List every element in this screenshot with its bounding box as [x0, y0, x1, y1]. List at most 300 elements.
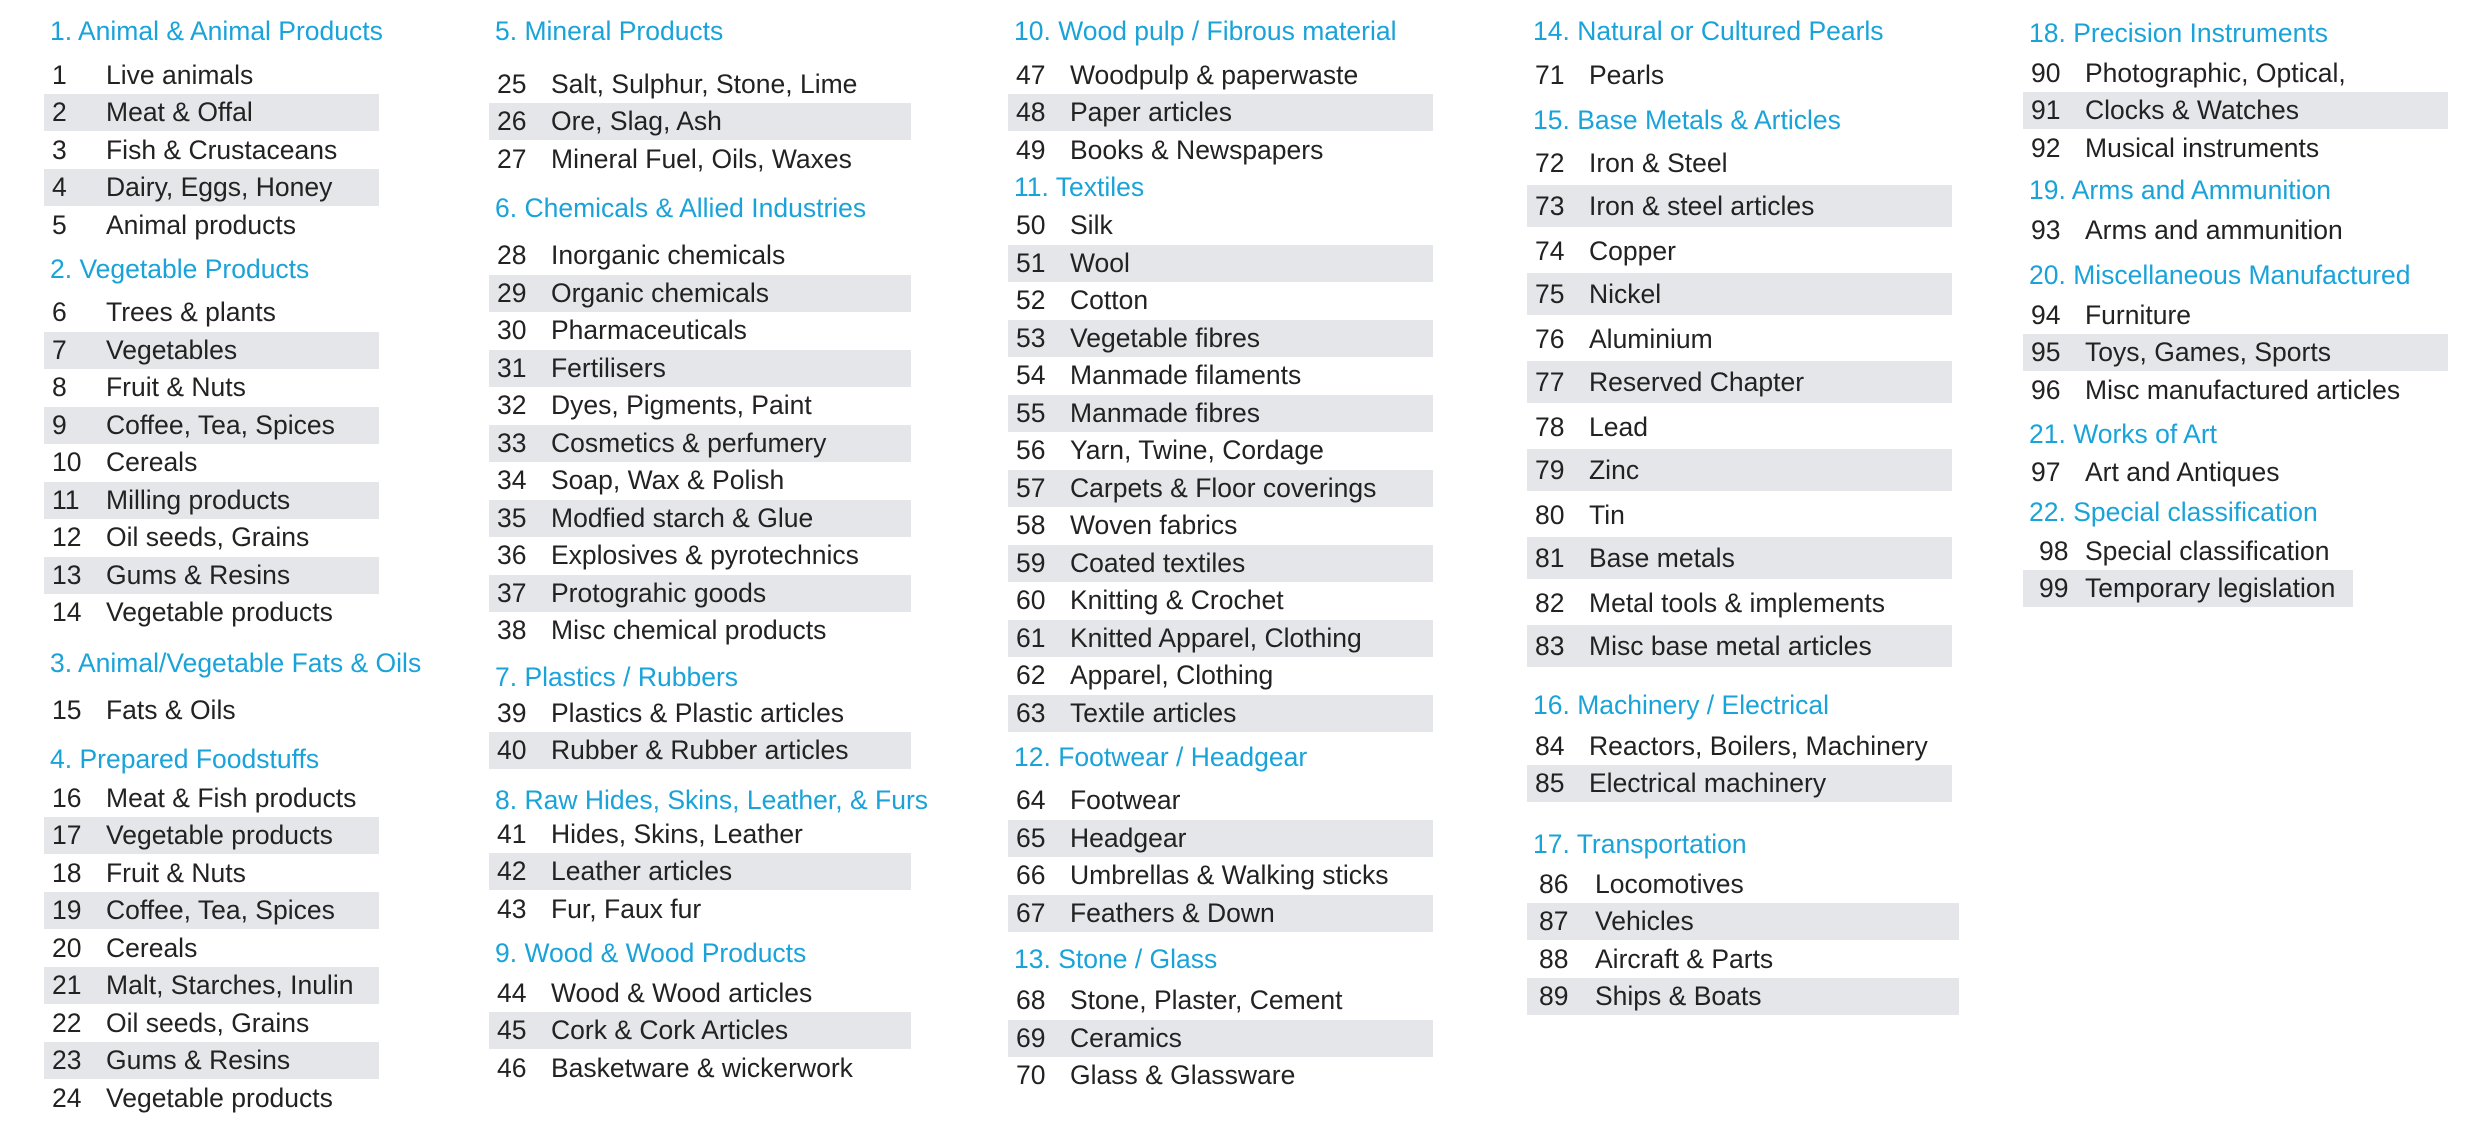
chapter-row	[2023, 55, 2448, 92]
chapter-label: Ships & Boats	[1595, 981, 1762, 1011]
chapter-number: 81	[1535, 543, 1565, 573]
chapter-number: 20	[52, 933, 82, 963]
chapter-row	[2023, 372, 2448, 409]
chapter-number: 52	[1016, 285, 1046, 315]
chapter-number: 26	[497, 106, 527, 136]
section-title: 19. Arms and Ammunition	[2029, 175, 2331, 205]
chapter-label: Glass & Glassware	[1070, 1060, 1296, 1090]
chapter-number: 25	[497, 69, 527, 99]
chapter-label: Photographic, Optical,	[2085, 58, 2346, 88]
chapter-row	[489, 816, 911, 853]
chapter-label: Reactors, Boilers, Machinery	[1589, 731, 1928, 761]
chapter-label: Furniture	[2085, 300, 2192, 330]
chapter-number: 77	[1535, 367, 1565, 397]
section-title: 18. Precision Instruments	[2029, 18, 2328, 48]
chapter-row	[44, 594, 379, 631]
chapter-number: 21	[52, 970, 82, 1000]
chapter-label: Tin	[1589, 500, 1625, 530]
chapter-row	[1008, 507, 1433, 544]
chapter-row	[1527, 497, 1952, 534]
chapter-label: Coated textiles	[1070, 548, 1246, 578]
chapter-number: 54	[1016, 360, 1046, 390]
chapter-label: Books & Newspapers	[1070, 135, 1324, 165]
chapter-label: Dyes, Pigments, Paint	[551, 390, 812, 420]
chapter-number: 68	[1016, 985, 1046, 1015]
chapter-number: 3	[52, 135, 67, 165]
chapter-label: Zinc	[1589, 455, 1640, 485]
chapter-number: 8	[52, 372, 67, 402]
chapter-label: Milling products	[106, 485, 291, 515]
chapter-row	[2023, 212, 2448, 249]
chapter-label: Modfied starch & Glue	[551, 503, 814, 533]
chapter-label: Protograhic goods	[551, 578, 767, 608]
chapter-label: Carpets & Floor coverings	[1070, 473, 1377, 503]
chapter-label: Arms and ammunition	[2085, 215, 2343, 245]
chapter-number: 17	[52, 820, 82, 850]
chapter-row	[1008, 620, 1433, 657]
chapter-label: Art and Antiques	[2085, 457, 2280, 487]
chapter-label: Clocks & Watches	[2085, 95, 2300, 125]
chapter-row	[1008, 782, 1433, 819]
chapter-label: Footwear	[1070, 785, 1181, 815]
chapter-number: 90	[2031, 58, 2061, 88]
chapter-label: Mineral Fuel, Oils, Waxes	[551, 144, 852, 174]
chapter-label: Plastics & Plastic articles	[551, 698, 845, 728]
chapter-row	[489, 275, 911, 312]
chapter-number: 28	[497, 240, 527, 270]
chapter-row	[2023, 297, 2448, 334]
chapter-number: 65	[1016, 823, 1046, 853]
chapter-label: Lead	[1589, 412, 1648, 442]
chapter-number: 18	[52, 858, 82, 888]
chapter-row	[1527, 903, 1959, 940]
chapter-number: 44	[497, 978, 527, 1008]
chapter-row	[1008, 657, 1433, 694]
chapter-row	[44, 855, 379, 892]
chapter-number: 85	[1535, 768, 1565, 798]
chapter-label: Fruit & Nuts	[106, 858, 246, 888]
chapter-row	[1008, 895, 1433, 932]
chapter-row	[1008, 857, 1433, 894]
chapter-label: Temporary legislation	[2085, 573, 2336, 603]
chapter-row	[44, 1042, 379, 1079]
chapter-number: 40	[497, 735, 527, 765]
chapter-label: Vegetable products	[106, 1083, 333, 1113]
chapter-row	[44, 692, 379, 729]
section-title: 17. Transportation	[1533, 829, 1747, 859]
chapter-label: Knitted Apparel, Clothing	[1070, 623, 1362, 653]
chapter-number: 48	[1016, 97, 1046, 127]
chapter-label: Misc chemical products	[551, 615, 827, 645]
chapter-row	[1008, 132, 1433, 169]
section-title: 12. Footwear / Headgear	[1014, 742, 1308, 772]
chapter-number: 53	[1016, 323, 1046, 353]
chapter-number: 75	[1535, 279, 1565, 309]
section-title: 6. Chemicals & Allied Industries	[495, 193, 867, 223]
chapter-row	[1008, 207, 1433, 244]
chapter-label: Hides, Skins, Leather	[551, 819, 803, 849]
chapter-row	[44, 1005, 379, 1042]
chapter-label: Reserved Chapter	[1589, 367, 1805, 397]
chapter-number: 30	[497, 315, 527, 345]
chapter-row	[1527, 625, 1952, 667]
chapter-number: 62	[1016, 660, 1046, 690]
chapter-number: 2	[52, 97, 67, 127]
chapter-label: Fish & Crustaceans	[106, 135, 338, 165]
chapter-number: 42	[497, 856, 527, 886]
chapter-number: 71	[1535, 60, 1565, 90]
chapter-label: Aluminium	[1589, 324, 1713, 354]
chapter-number: 49	[1016, 135, 1046, 165]
chapter-label: Metal tools & implements	[1589, 588, 1886, 618]
chapter-number: 78	[1535, 412, 1565, 442]
chapter-row	[1008, 695, 1433, 732]
chapter-number: 70	[1016, 1060, 1046, 1090]
chapter-number: 38	[497, 615, 527, 645]
section-title: 1. Animal & Animal Products	[50, 16, 383, 46]
chapter-label: Pearls	[1589, 60, 1665, 90]
chapter-row	[489, 462, 911, 499]
chapter-row	[44, 817, 379, 854]
chapter-row	[1527, 185, 1952, 227]
chapter-row	[489, 1050, 911, 1087]
chapter-number: 79	[1535, 455, 1565, 485]
chapter-row	[489, 500, 911, 537]
chapter-row	[489, 975, 911, 1012]
chapter-number: 96	[2031, 375, 2061, 405]
chapter-label: Manmade filaments	[1070, 360, 1302, 390]
chapter-row	[489, 695, 911, 732]
chapter-number: 9	[52, 410, 67, 440]
chapter-number: 92	[2031, 133, 2061, 163]
chapter-label: Salt, Sulphur, Stone, Lime	[551, 69, 858, 99]
chapter-label: Base metals	[1589, 543, 1735, 573]
chapter-label: Knitting & Crochet	[1070, 585, 1284, 615]
chapter-label: Cosmetics & perfumery	[551, 428, 827, 458]
chapter-number: 67	[1016, 898, 1046, 928]
chapter-label: Oil seeds, Grains	[106, 1008, 310, 1038]
chapter-number: 31	[497, 353, 527, 383]
chapter-row	[2023, 130, 2448, 167]
chapter-label: Gums & Resins	[106, 560, 291, 590]
chapter-number: 87	[1539, 906, 1569, 936]
section-title: 7. Plastics / Rubbers	[495, 662, 739, 692]
chapter-label: Vegetable fibres	[1070, 323, 1261, 353]
chapter-row	[44, 207, 379, 244]
chapter-number: 89	[1539, 981, 1569, 1011]
chapter-number: 29	[497, 278, 527, 308]
chapter-label: Wood & Wood articles	[551, 978, 813, 1008]
chapter-row	[1008, 245, 1433, 282]
chapter-row	[44, 332, 379, 369]
chapter-row	[489, 350, 911, 387]
chapter-row	[1008, 320, 1433, 357]
chapter-number: 99	[2039, 573, 2069, 603]
chapter-label: Woodpulp & paperwaste	[1070, 60, 1359, 90]
chapter-label: Cotton	[1070, 285, 1149, 315]
chapter-number: 45	[497, 1015, 527, 1045]
chapter-number: 51	[1016, 248, 1046, 278]
chapter-label: Vegetable products	[106, 820, 333, 850]
section-title: 8. Raw Hides, Skins, Leather, & Furs	[495, 785, 929, 815]
chapter-row	[44, 892, 379, 929]
chapter-number: 80	[1535, 500, 1565, 530]
chapter-number: 69	[1016, 1023, 1046, 1053]
chapter-number: 1	[52, 60, 67, 90]
chapter-row	[1527, 145, 1952, 182]
chapter-label: Explosives & pyrotechnics	[551, 540, 859, 570]
chapter-row	[489, 612, 911, 649]
chapter-label: Live animals	[106, 60, 254, 90]
chapter-label: Ore, Slag, Ash	[551, 106, 722, 136]
chapter-row	[44, 967, 379, 1004]
chapter-label: Locomotives	[1595, 869, 1744, 899]
chapter-number: 73	[1535, 191, 1565, 221]
section-title: 15. Base Metals & Articles	[1533, 105, 1841, 135]
chapter-number: 74	[1535, 236, 1565, 266]
chapter-number: 63	[1016, 698, 1046, 728]
chapter-label: Animal products	[106, 210, 297, 240]
chapter-label: Cereals	[106, 447, 198, 477]
chapter-label: Coffee, Tea, Spices	[106, 895, 335, 925]
chapter-row	[1008, 57, 1433, 94]
section-title: 5. Mineral Products	[495, 16, 724, 46]
chapter-row	[489, 237, 911, 274]
chapter-number: 86	[1539, 869, 1569, 899]
chapter-row	[44, 57, 379, 94]
chapter-row	[44, 1080, 379, 1117]
chapter-row	[489, 1012, 911, 1049]
chapter-row	[1527, 537, 1952, 579]
chapter-row	[489, 312, 911, 349]
chapter-label: Ceramics	[1070, 1023, 1182, 1053]
chapter-number: 61	[1016, 623, 1046, 653]
chapter-row	[489, 732, 911, 769]
chapter-label: Trees & plants	[106, 297, 276, 327]
chapter-row	[2023, 334, 2448, 371]
chapter-row	[44, 369, 379, 406]
chapter-label: Misc manufactured articles	[2085, 375, 2401, 405]
chapter-row	[1008, 282, 1433, 319]
chapter-number: 76	[1535, 324, 1565, 354]
section-title: 10. Wood pulp / Fibrous material	[1014, 16, 1397, 46]
chapter-label: Wool	[1070, 248, 1130, 278]
chapter-number: 33	[497, 428, 527, 458]
chapter-row	[1527, 361, 1952, 403]
chapter-label: Manmade fibres	[1070, 398, 1261, 428]
chapter-number: 15	[52, 695, 82, 725]
chapter-row	[44, 930, 379, 967]
chapter-number: 19	[52, 895, 82, 925]
chapter-label: Feathers & Down	[1070, 898, 1275, 928]
chapter-number: 10	[52, 447, 82, 477]
chapter-label: Cork & Cork Articles	[551, 1015, 789, 1045]
chapter-label: Copper	[1589, 236, 1676, 266]
chapter-label: Umbrellas & Walking sticks	[1070, 860, 1389, 890]
chapter-label: Vegetable products	[106, 597, 333, 627]
chapter-number: 50	[1016, 210, 1046, 240]
chapter-row	[489, 425, 911, 462]
section-title: 9. Wood & Wood Products	[495, 938, 807, 968]
chapter-row	[1008, 582, 1433, 619]
chapter-number: 55	[1016, 398, 1046, 428]
chapter-label: Soap, Wax & Polish	[551, 465, 785, 495]
chapter-number: 35	[497, 503, 527, 533]
chapter-number: 47	[1016, 60, 1046, 90]
chapter-row	[1527, 941, 1959, 978]
chapter-row	[1008, 545, 1433, 582]
chapter-number: 95	[2031, 337, 2061, 367]
section-title: 11. Textiles	[1014, 172, 1145, 202]
chapter-row	[2023, 454, 2448, 491]
chapter-label: Iron & steel articles	[1589, 191, 1815, 221]
chapter-label: Vegetables	[106, 335, 238, 365]
chapter-row	[1008, 395, 1433, 432]
chapter-row	[1527, 273, 1952, 315]
chapter-row	[489, 141, 911, 178]
chapter-number: 39	[497, 698, 527, 728]
chapter-label: Meat & Fish products	[106, 783, 357, 813]
chapter-number: 57	[1016, 473, 1046, 503]
chapter-number: 43	[497, 894, 527, 924]
chapter-label: Aircraft & Parts	[1595, 944, 1774, 974]
chapter-row	[489, 66, 911, 103]
chapter-number: 32	[497, 390, 527, 420]
chapter-label: Paper articles	[1070, 97, 1233, 127]
chapter-number: 84	[1535, 731, 1565, 761]
chapter-label: Fruit & Nuts	[106, 372, 246, 402]
chapter-row	[1008, 820, 1433, 857]
chapter-label: Dairy, Eggs, Honey	[106, 172, 333, 202]
chapter-row	[44, 444, 379, 481]
chapter-label: Stone, Plaster, Cement	[1070, 985, 1343, 1015]
chapter-row	[489, 575, 911, 612]
chapter-label: Toys, Games, Sports	[2085, 337, 2331, 367]
chapter-number: 24	[52, 1083, 82, 1113]
chapter-number: 82	[1535, 588, 1565, 618]
chapter-row	[489, 387, 911, 424]
chapter-label: Special classification	[2085, 536, 2330, 566]
chapter-number: 12	[52, 522, 82, 552]
chapter-label: Leather articles	[551, 856, 733, 886]
chapter-number: 93	[2031, 215, 2061, 245]
chapter-label: Rubber & Rubber articles	[551, 735, 849, 765]
chapter-label: Gums & Resins	[106, 1045, 291, 1075]
chapter-row	[44, 407, 379, 444]
chapter-number: 11	[52, 485, 80, 515]
chapter-number: 41	[497, 819, 527, 849]
chapter-label: Basketware & wickerwork	[551, 1053, 853, 1083]
chapter-row	[44, 294, 379, 331]
chapter-number: 97	[2031, 457, 2061, 487]
chapter-label: Vehicles	[1595, 906, 1694, 936]
chapter-row	[1527, 765, 1952, 802]
chapter-row	[44, 132, 379, 169]
chapter-number: 34	[497, 465, 527, 495]
chapter-label: Fur, Faux fur	[551, 894, 702, 924]
chapter-number: 58	[1016, 510, 1046, 540]
chapter-label: Woven fabrics	[1070, 510, 1238, 540]
section-title: 16. Machinery / Electrical	[1533, 690, 1830, 720]
chapter-label: Meat & Offal	[106, 97, 253, 127]
section-title: 20. Miscellaneous Manufactured	[2029, 260, 2411, 290]
chapter-row	[1008, 1020, 1433, 1057]
chapter-row	[1008, 357, 1433, 394]
chapter-label: Electrical machinery	[1589, 768, 1827, 798]
chapter-number: 94	[2031, 300, 2061, 330]
chapter-row	[44, 557, 379, 594]
chapter-number: 27	[497, 144, 527, 174]
chapter-row	[489, 537, 911, 574]
section-title: 13. Stone / Glass	[1014, 944, 1218, 974]
chapter-number: 7	[52, 335, 67, 365]
chapter-row	[489, 891, 911, 928]
chapter-row	[1527, 321, 1952, 358]
chapter-row	[1527, 728, 1952, 765]
chapter-row	[2023, 533, 2353, 570]
chapter-number: 46	[497, 1053, 527, 1083]
chapter-number: 5	[52, 210, 67, 240]
chapter-row	[1008, 1057, 1433, 1094]
chapter-number: 60	[1016, 585, 1046, 615]
chapter-row	[1008, 432, 1433, 469]
section-title: 3. Animal/Vegetable Fats & Oils	[50, 648, 422, 678]
chapter-row	[1527, 449, 1952, 491]
chapter-number: 36	[497, 540, 527, 570]
chapter-row	[1527, 233, 1952, 270]
chapter-number: 22	[52, 1008, 82, 1038]
chapter-row	[44, 482, 379, 519]
chapter-row	[44, 169, 379, 206]
section-title: 4. Prepared Foodstuffs	[50, 744, 320, 774]
chapter-label: Iron & Steel	[1589, 148, 1728, 178]
chapter-number: 56	[1016, 435, 1046, 465]
chapter-number: 72	[1535, 148, 1565, 178]
chapter-row	[489, 103, 911, 140]
chapter-label: Cereals	[106, 933, 198, 963]
chapter-number: 66	[1016, 860, 1046, 890]
section-title: 14. Natural or Cultured Pearls	[1533, 16, 1884, 46]
chapter-row	[1527, 409, 1952, 446]
chapter-label: Fats & Oils	[106, 695, 236, 725]
chapter-label: Musical instruments	[2085, 133, 2320, 163]
chapter-row	[1008, 982, 1433, 1019]
chapter-number: 64	[1016, 785, 1046, 815]
chapter-label: Misc base metal articles	[1589, 631, 1872, 661]
section-title: 22. Special classification	[2029, 497, 2318, 527]
chapter-label: Apparel, Clothing	[1070, 660, 1274, 690]
chapter-row	[1008, 470, 1433, 507]
chapter-label: Textile articles	[1070, 698, 1237, 728]
chapter-number: 83	[1535, 631, 1565, 661]
chapter-label: Fertilisers	[551, 353, 666, 383]
chapter-number: 6	[52, 297, 67, 327]
chapter-number: 88	[1539, 944, 1569, 974]
chapter-label: Organic chemicals	[551, 278, 769, 308]
chapter-label: Yarn, Twine, Cordage	[1070, 435, 1324, 465]
chapter-row	[1527, 585, 1952, 622]
chapter-row	[44, 519, 379, 556]
chapter-number: 98	[2039, 536, 2069, 566]
chapter-label: Coffee, Tea, Spices	[106, 410, 335, 440]
chapter-row	[44, 94, 379, 131]
chapter-row	[2023, 92, 2448, 129]
chapter-number: 14	[52, 597, 82, 627]
chapter-label: Silk	[1070, 210, 1113, 240]
chapter-row	[1008, 94, 1433, 131]
section-title: 2. Vegetable Products	[50, 254, 310, 284]
chapter-label: Inorganic chemicals	[551, 240, 786, 270]
